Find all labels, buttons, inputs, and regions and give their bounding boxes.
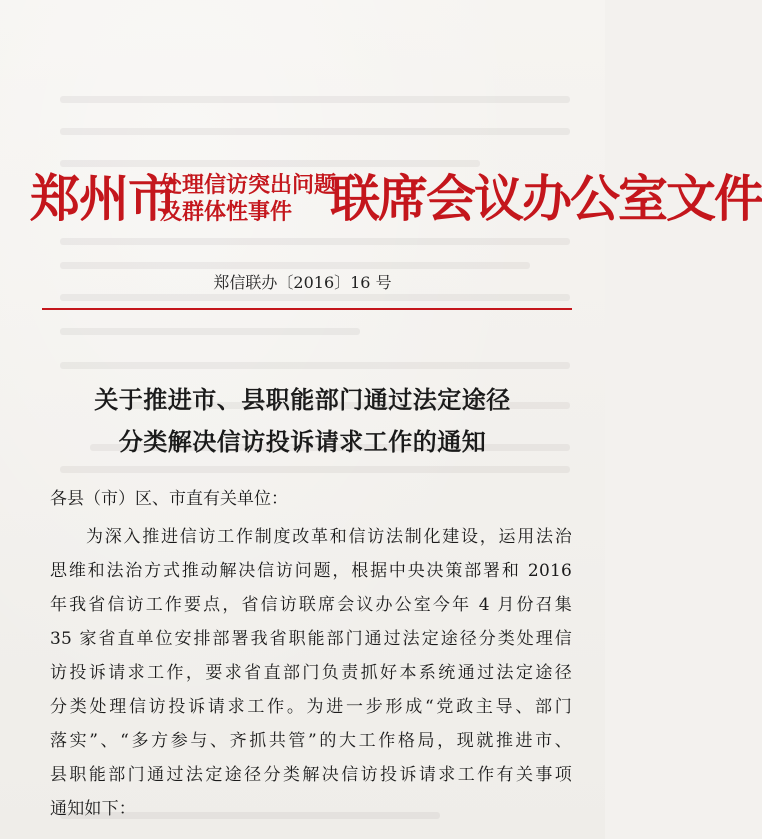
document-masthead	[30, 168, 762, 238]
masthead-office: 联席会议办公室文件	[330, 169, 762, 228]
body-paragraph-line: 思维和法治方式推动解决信访问题，根据中央决策部署和 2016	[50, 561, 572, 581]
body-paragraph-line: 县职能部门通过法定途径分类解决信访投诉请求工作有关事项	[50, 765, 572, 785]
red-divider-line	[42, 308, 572, 310]
masthead-subtitle-bottom: 及群体性事件	[160, 200, 293, 225]
body-paragraph-line: 年我省信访工作要点，省信访联席会议办公室今年 4 月份召集	[50, 595, 572, 615]
bleed-through-line	[60, 466, 570, 473]
bleed-through-line	[60, 160, 480, 167]
addressee: 各县（市）区、市直有关单位：	[50, 489, 288, 509]
masthead-subtitle-top: 处理信访突出问题	[160, 173, 337, 198]
bleed-through-line	[60, 262, 530, 269]
document-number: 郑信联办〔2016〕16 号	[213, 273, 392, 292]
document-title-line-1: 关于推进市、县职能部门通过法定途径	[94, 385, 511, 414]
bleed-through-line	[60, 362, 570, 369]
document-title-line-2: 分类解决信访投诉请求工作的通知	[118, 427, 487, 456]
body-paragraph-line: 通知如下：	[50, 799, 136, 819]
bleed-through-line	[60, 96, 570, 103]
bleed-through-line	[60, 328, 360, 335]
body-paragraph-line: 为深入推进信访工作制度改革和信访法制化建设，运用法治	[86, 527, 572, 547]
bleed-through-line	[60, 294, 570, 301]
bleed-through-line	[60, 128, 570, 135]
bleed-through-line	[60, 238, 570, 245]
body-paragraph-line: 访投诉请求工作，要求省直部门负责抓好本系统通过法定途径	[50, 663, 572, 683]
masthead-subtitle	[160, 172, 337, 226]
body-paragraph-line: 分类处理信访投诉请求工作。为进一步形成“党政主导、部门	[50, 697, 572, 717]
body-paragraph-line: 落实”、“多方参与、齐抓共管”的大工作格局，现就推进市、	[50, 731, 572, 751]
body-paragraph-line: 35 家省直单位安排部署我省职能部门通过法定途径分类处理信	[50, 629, 572, 649]
masthead-city: 郑州市	[30, 169, 177, 228]
